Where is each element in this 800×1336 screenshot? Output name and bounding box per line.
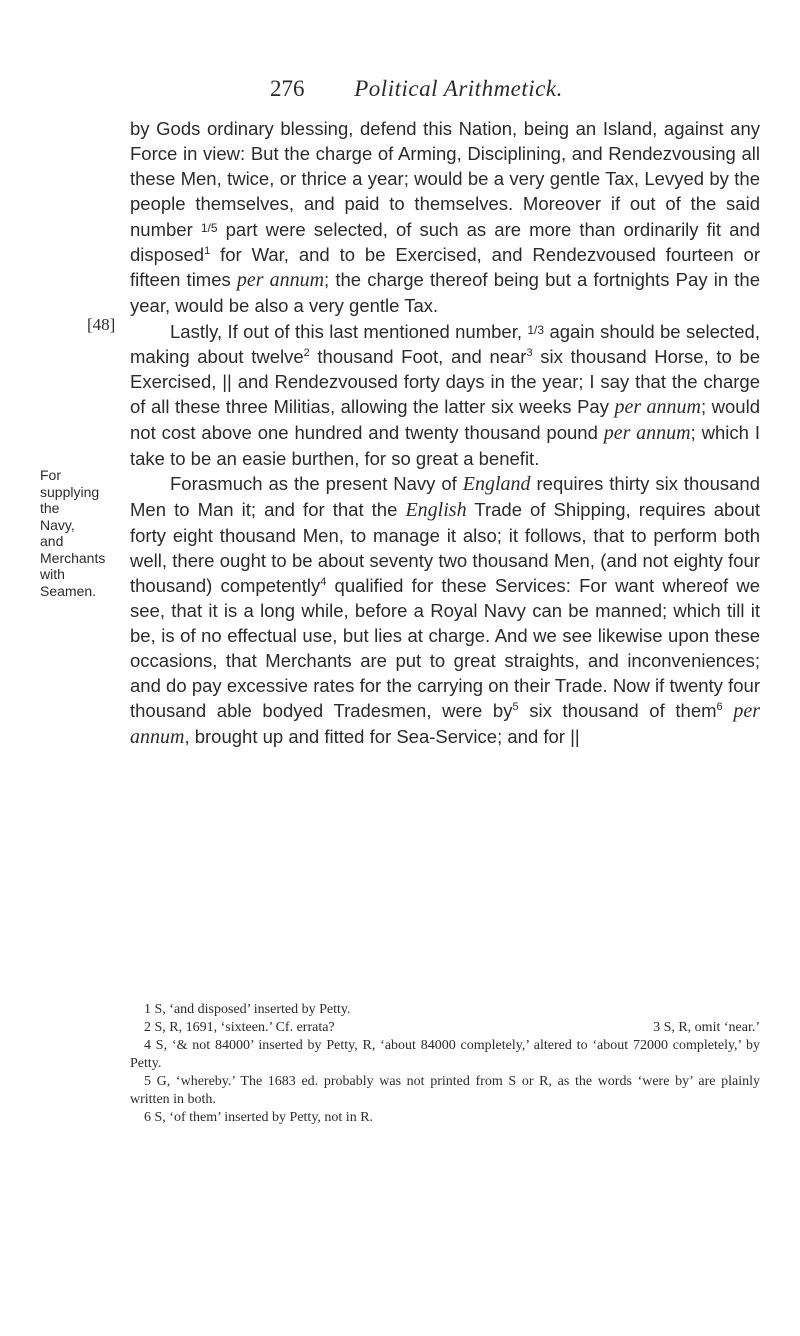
footnote-ref[interactable]: 6 — [716, 700, 723, 713]
footnote-ref[interactable]: 4 — [320, 575, 327, 588]
footnote-1: 1 S, ‘and disposed’ inserted by Petty. — [144, 1002, 351, 1017]
paragraph-2: Lastly, If out of this last mentioned number, $^{1/3}$ again should be selected, making about twelve$^2$ thousand Foot, and near$^3$ six thousand Horse, to be Exercised, || and Rendezvoused forty days in the year; I say that the charge of all these three Militias, allowing the latter six weeks Pay per annum; would not cost above one hundred and twenty thousand pound per annum; which I take to be an easie burthen, for so great a benefit. — [130, 321, 761, 469]
footnote-3: 3 S, R, omit ‘near.’ — [653, 1020, 760, 1035]
footnote-ref[interactable]: 1 — [204, 244, 211, 257]
footnote-2: 2 S, R, 1691, ‘sixteen.’ Cf. errata? — [144, 1020, 335, 1035]
fraction: 1/3 — [527, 323, 545, 337]
page-number: 276 — [270, 76, 305, 101]
footnote-ref[interactable]: 5 — [512, 700, 519, 713]
paragraph-1: by Gods ordinary blessing, defend this Nation, being an Island, against any Force in view: But the charge of Arming, Disciplining, and Rendezvousing all these Men, twice, or thrice a year; would be a very gentle Tax, Levyed by the people themselves, and paid to themselves. Moreover if out of the said number $^{1/5}$ part were selected, of such as are more than ordinarily fit and disposed$^1$ for War, and to be Exercised, and Rendezvoused fourteen or fifteen times per annum; the charge thereof being but a fortnights Pay in the year, would be also a very gentle Tax. — [130, 118, 760, 316]
footnote-ref[interactable]: 3 — [526, 346, 533, 359]
footnote-4: 4 S, ‘& not 84000’ inserted by Petty, R, ‘about 84000 completely,’ altered to ‘about 72000 completely,’ by Petty. — [130, 1038, 760, 1071]
footnote-ref[interactable]: 2 — [303, 346, 310, 359]
footnote-5: 5 G, ‘whereby.’ The 1683 ed. probably was not printed from S or R, as the words ‘were by’ are plainly written in both. — [130, 1074, 760, 1107]
footnote-6: 6 S, ‘of them’ inserted by Petty, not in R. — [144, 1110, 374, 1125]
margin-page-ref: [48] — [87, 315, 116, 334]
main-text — [130, 116, 760, 750]
footnotes — [130, 1001, 760, 1127]
footnote-row — [130, 1019, 760, 1037]
fraction: 1/5 — [200, 221, 218, 235]
running-header — [270, 76, 563, 102]
running-title: Political Arithmetick. — [354, 76, 563, 101]
margin-side-note: For supplying the Navy, and Merchants with Seamen. — [40, 467, 106, 599]
paragraph-3: Forasmuch as the present Navy of England requires thirty six thousand Men to Man it; and for that the English Trade of Shipping, requires about forty eight thousand Men, to manage it also; it follows, that to perform both well, there ought to be about seventy two thousand Men, (and not eighty four thousand) competently$^4$ qualified for these Services: For want whereof we see, that it is a long while, before a Royal Navy can be manned; which till it be, is of no effectual use, but lies at charge. And we see likewise upon these occasions, that Merchants are put to great straights, and inconveniences; and do pay excessive rates for the carrying on their Trade. Now if twenty four thousand able bodyed Tradesmen, were $by^5$ six thousand of them$^6$ per annum, brought up and fitted for Sea-Service; and for || — [130, 473, 761, 748]
